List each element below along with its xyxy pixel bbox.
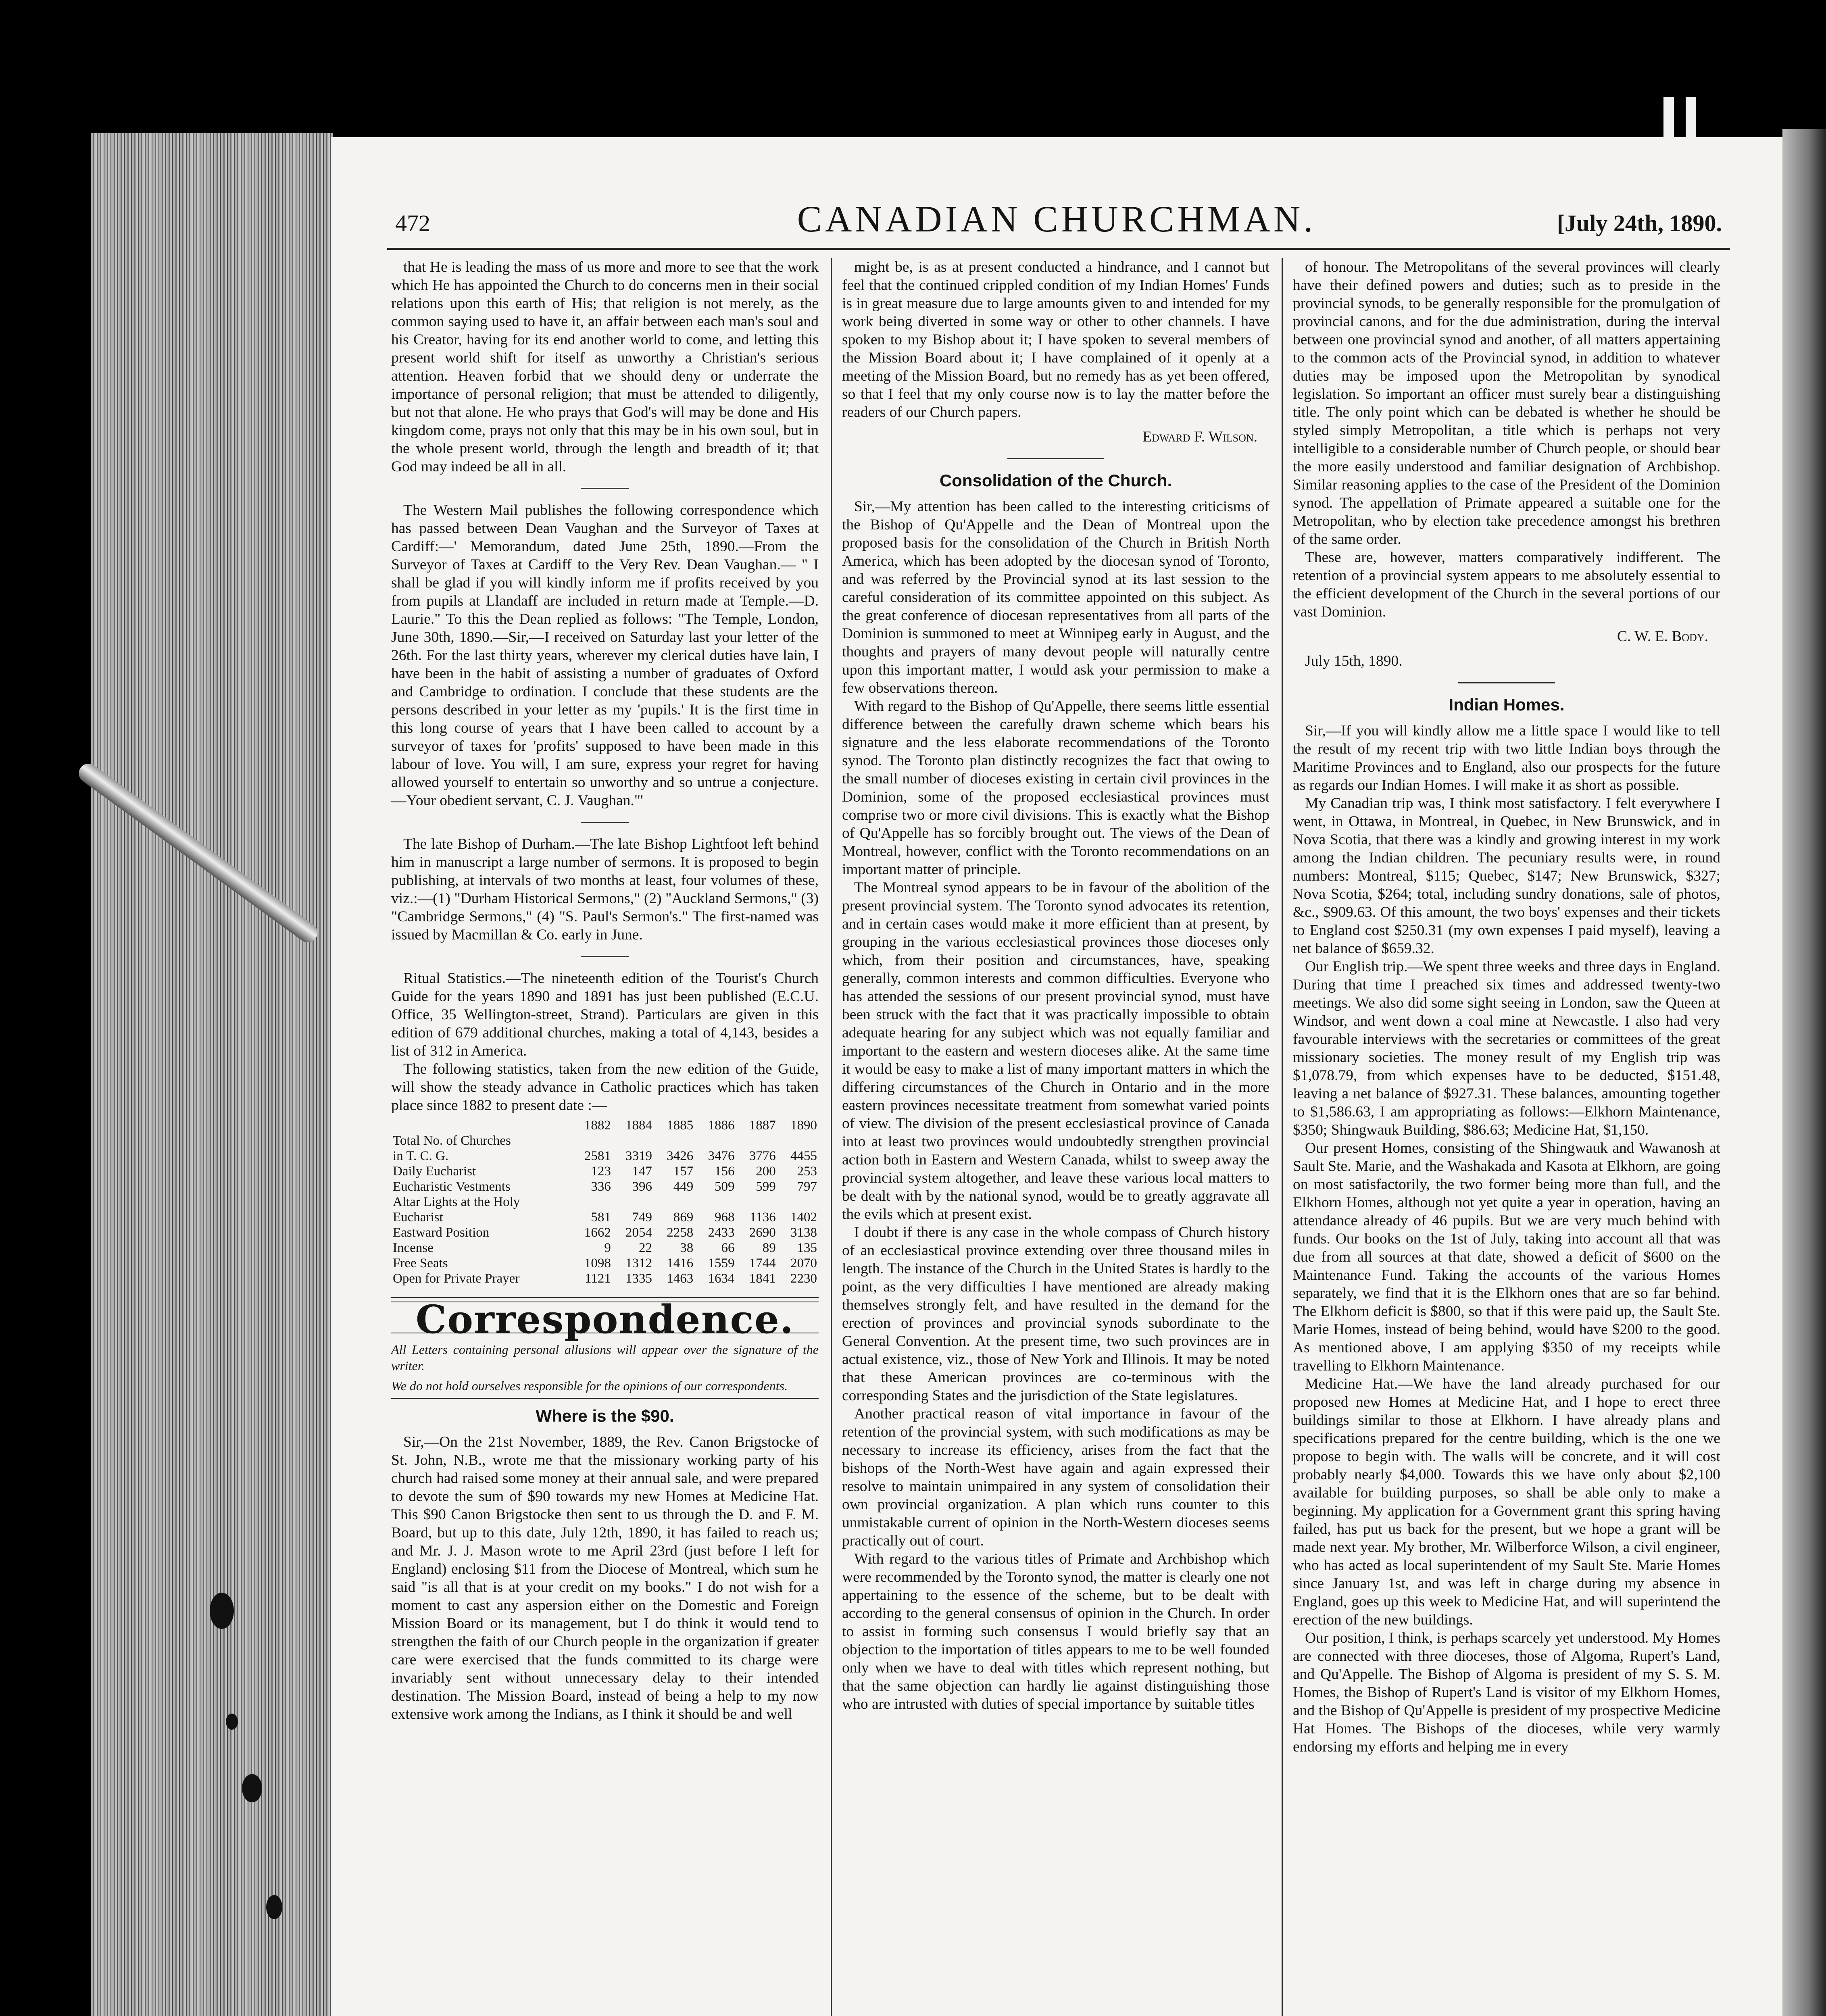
- paragraph: of honour. The Metropolitans of the several provinces will clearly have their defined powers and duties; such as to preside in the provincial synods, to be generally responsible for the promulgation of provincial canons, and for the due administration, during the interval between one provincial synod and another, of all matters appertaining to the common acts of the Provincial synod, in addition to whatever duties may be imposed upon the Metropolitan by synodical legislation. So important an officer must surely bear a distinguishing title. The only point which can be debated is whether he should be styled simply Metropolitan, a title which is perhaps not very intelligible to a considerable number of Church people, or should bear the more easily understood and familiar designation of Archbishop. Similar reasoning applies to the case of the President of the Dominion synod. The appellation of Primate appeared a suitable one for the Metropolitan, who by election take precedence amongst his brethren of the same order.: [1293, 259, 1720, 548]
- table-cell: 9: [604, 1241, 611, 1255]
- table-cell: 2581: [584, 1149, 611, 1163]
- table-cell: [613, 1194, 654, 1210]
- table-row-label: Free Seats: [393, 1256, 448, 1270]
- paragraph: The late Bishop of Durham.—The late Bishop Lightfoot left behind him in manuscript a large number of sermons. It is proposed to begin publishing, at intervals of two months at least, four volumes of these, viz.:—(1) "Durham Historical Sermons," (2) "Auckland Sermons," (3) "Cambridge Sermons," (4) "S. Paul's Sermon's." The first-named was issued by Macmillan & Co. early in June.: [391, 836, 819, 943]
- table-cell: 3319: [625, 1149, 652, 1163]
- ink-stain: [266, 1895, 282, 1919]
- table-cell: [654, 1194, 695, 1210]
- ink-stain: [210, 1593, 234, 1629]
- table-cell: 1335: [625, 1271, 652, 1286]
- year-header: 1884: [625, 1118, 652, 1133]
- column-2: [842, 258, 1269, 2016]
- column-separator: [1282, 258, 1283, 2016]
- paragraph: The Western Mail publishes the following correspondence which has passed between Dean Vaughan and the Surveyor of Taxes at Cardiff:—' Memorandum, dated June 25th, 1890.—From the Surveyor of Taxes at Cardiff to the Very Rev. Dean Vaughan.— " I shall be glad if you will kindly inform me if profits received by you from pupils at Llandaff are included in return made at Temple.—D. Laurie." To this the Dean replied as follows: "The Temple, London, June 30th, 1890.—Sir,—I received on Saturday last your letter of the 26th. For the last thirty years, wherever my clerical duties have lain, I have been in the habit of assisting a number of graduates of Oxford and Cambridge to ordination. I conclude that these students are the persons described in your letter as my 'pupils.' It is the first time in this long course of years that I have been called to account by a surveyor of taxes for 'profits' supposed to have been made in this labour of love. You will, I am sure, express your regret for having allowed yourself to entertain so unworthy and so untrue a conjecture. —Your obedient servant, C. J. Vaughan."': [391, 502, 819, 809]
- table-cell: 3426: [667, 1149, 694, 1163]
- letter-date: July 15th, 1890.: [1305, 653, 1403, 669]
- paragraph: My Canadian trip was, I think most satisfactory. I felt everywhere I went, in Ottawa, in Montreal, in Quebec, in New Brunswick, and in Nova Scotia, that there was a kindly and growing interest in my work among the Indian children. The pecuniary results were, in round numbers: Montreal, $115; Quebec, $147; New Brunswick, $327; Nova Scotia, $264; total, including sundry donations, sale of photos, &c., $909.63. Of this amount, the two boys' expenses and their tickets to England cost $250.31 (my own expenses I paid myself), leaving a net balance of $659.32.: [1293, 795, 1720, 957]
- table-cell: 1634: [708, 1271, 735, 1286]
- header-rule: [387, 248, 1730, 250]
- paragraph: The Montreal synod appears to be in favour of the abolition of the present provincial system. The Toronto synod advocates its retention, and in certain cases would make it more efficient than at present, by grouping in the various ecclesiastical provinces those dioceses only which, from their position and circumstances, have, speaking generally, common interests and common difficulties. Everyone who has attended the sessions of our present provincial synod, must have been struck with the fact that it was practically impossible to obtain adequate hearing for any subject which was not equally familiar and important to the eastern and western dioceses alike. At the same time it would be easy to make a list of many important matters in which the differing circumstances of the Church in Ontario and in the more eastern provinces necessitate treatment from somewhat varied points of view. The division of the present ecclesiastical province of Canada into at least two provinces would undoubtedly strengthen provincial action both in Eastern and Western Canada, whilst to sweep away the provincial system altogether, and leave these various local matters to be dealt with by the national synod, would be to greatly aggravate all the evils which at present exist.: [842, 879, 1269, 1223]
- section-rule: [391, 1398, 819, 1399]
- signature-row: [1293, 652, 1720, 670]
- table-cell: 123: [591, 1164, 611, 1179]
- paragraph: Sir,—On the 21st November, 1889, the Rev. Canon Brigstocke of St. John, N.B., wrote me that the missionary working party of his church had raised some money at their annual sale, and were prepared to devote the sum of $90 towards my new Homes at Medicine Hat. This $90 Canon Brigstocke then sent to us through the D. and F. M. Board, but up to this date, July 12th, 1890, it has failed to reach us; and Mr. J. J. Mason wrote to me April 23rd (just before I left for England) enclosing $11 from the Diocese of Montreal, which sum he said "is all that is at your credit on my books." I do not wish for a moment to cast any aspersion either on the Domestic and Foreign Mission Board or its management, but I do think it would tend to strengthen the faith of our Church people in the organization if greater care were exercised that the funds committed to its charge were invariably sent without unnecessary delay to their intended destination. The Mission Board, instead of being a help to my now extensive work among the Indians, as I think it should be and well: [391, 1434, 819, 1722]
- table-cell: 135: [797, 1241, 817, 1255]
- paragraph: Our present Homes, consisting of the Shingwauk and Wawanosh at Sault Ste. Marie, and the Washakada and Kasota at Elkhorn, are going on most satisfactorily, the two former being more than full, and the Elkhorn Homes, although not yet quite a year in operation, having an attendance already of 46 pupils. But we are very much behind with funds. Our books on the 1st of July, taking into account all that was due from all sources at that date, showed a deficit of $600 on the Maintenance Fund. Taking the accounts of the various Homes separately, we find that it is the Elkhorn ones that are so far behind. The Elkhorn deficit is $800, so that if this were paid up, the Sault Ste. Marie Homes, instead of being behind, would have $200 to the good. As mentioned above, I am applying $350 of my receipts while travelling to Elkhorn Maintenance.: [1293, 1140, 1720, 1374]
- paragraph: that He is leading the mass of us more and more to see that the work which He has appointed the Church to do concerns men in their social relations upon this earth of His; that religion is not merely, as the common saying used to have it, an affair between each man's soul and his Creator, having for its end another world to come, and letting this present world shift for itself as unworthy a Christian's serious attention. Heaven forbid that we should deny or underrate the importance of personal religion; that must be attended to diligently, but not that alone. He who prays that God's will may be done and His kingdom come, prays not only that this may be in his own soul, but in the whole present world, through the length and breadth of it; that God may indeed be all in all.: [391, 259, 819, 475]
- ink-stain: [242, 1774, 262, 1802]
- letter-heading: Where is the $90.: [536, 1406, 674, 1425]
- table-cell: 89: [762, 1241, 776, 1255]
- statistics-table: [391, 1118, 819, 1286]
- table-cell: 449: [673, 1179, 694, 1194]
- ink-stain: [226, 1714, 238, 1730]
- table-cell: [571, 1194, 613, 1210]
- table-cell: [778, 1133, 819, 1148]
- issue-date: [July 24th, 1890.: [1557, 210, 1722, 236]
- table-cell: 599: [756, 1179, 776, 1194]
- table-cell: [695, 1133, 736, 1148]
- table-cell: 869: [673, 1210, 694, 1225]
- editorial-notice: We do not hold ourselves responsible for the opinions of our correspondents.: [391, 1379, 788, 1393]
- paragraph: With regard to the Bishop of Qu'Appelle, there seems little essential difference between the carefully drawn scheme which bears his signature and the less elaborate recommendations of the Toronto synod. The Toronto plan distinctly recognizes the fact that owing to the small number of dioceses existing in certain civil provinces in the Dominion, some of the proposed ecclesiastical provinces must comprise two or more civil divisions. This is exactly what the Bishop of Qu'Appelle has so forcibly brought out. The views of the Dean of Montreal, however, conflict with the Toronto recommendations on an important matter of principle.: [842, 698, 1269, 878]
- table-cell: 581: [591, 1210, 611, 1225]
- table-row: [391, 1225, 819, 1240]
- table-row-label: Daily Eucharist: [393, 1164, 476, 1179]
- year-header: 1886: [708, 1118, 735, 1133]
- paragraph: Another practical reason of vital importance in favour of the retention of the provincial system, with such modifications as may be necessary to increase its efficiency, arises from the fact that the bishops of the North-West have again and again expressed their resolve to maintain unimpaired in any system of consolidation their own provincial organization. A plan which runs counter to this unmistakable current of opinion in the North-Western dioceses seems practically out of court.: [842, 1406, 1269, 1549]
- page-header: [331, 198, 1782, 242]
- table-cell: 1136: [749, 1210, 776, 1225]
- paragraph: The following statistics, taken from the new edition of the Guide, will show the steady advance in Catholic practices which has taken place since 1882 to present date :—: [391, 1061, 819, 1114]
- paragraph: Our position, I think, is perhaps scarcely yet understood. My Homes are connected with three dioceses, those of Algoma, Rupert's Land, and Qu'Appelle. The Bishop of Algoma is president of my S. S. M. Homes, the Bishop of Rupert's Land is visitor of my Elkhorn Homes, and the Bishop of Qu'Appelle is president of my prospective Medicine Hat Homes. The Bishops of the dioceses, while very warmly endorsing my efforts and helping me in every: [1293, 1630, 1720, 1755]
- table-cell: [736, 1194, 777, 1210]
- year-header: 1887: [749, 1118, 776, 1133]
- table-cell: [695, 1194, 736, 1210]
- table-cell: 1744: [749, 1256, 776, 1270]
- table-row: [391, 1179, 819, 1194]
- table-row: [391, 1256, 819, 1271]
- table-cell: 1402: [790, 1210, 817, 1225]
- section-rule: [581, 956, 629, 957]
- table-cell: 1312: [625, 1256, 652, 1270]
- book-page-edges: [91, 133, 333, 2016]
- table-cell: 2258: [667, 1225, 694, 1240]
- paragraph: With regard to the various titles of Primate and Archbishop which were recommended by the Toronto synod, the matter is clearly one not appertaining to the essence of the scheme, but to be dealt with according to the general consensus of opinion in the Church. In order to assist in forming such consensus I would briefly say that an objection to the importation of titles appears to me to be well founded only when we have to deal with titles which represent nothing, but that the same objection can hardly lie against distinguishing those who are intrusted with duties of special importance by suitable titles: [842, 1551, 1269, 1712]
- table-cell: 38: [680, 1241, 694, 1255]
- table-row-label: Incense: [393, 1241, 434, 1255]
- table-cell: [654, 1133, 695, 1148]
- table-cell: 1841: [749, 1271, 776, 1286]
- paragraph: Medicine Hat.—We have the land already purchased for our proposed new Homes at Medicine Hat, and I hope to erect three buildings similar to those at Elkhorn. I have already plans and specifications prepared for the centre building, which is the one we propose to begin with. The walls will be concrete, and it will cost probably nearly $4,000. Towards this we have only about $2,100 available for building purposes, so shall be able only to make a beginning. My application for a Government grant this spring having failed, has put us back for the present, but we hope a grant will be made next year. My brother, Mr. Wilberforce Wilson, a civil engineer, who has acted as local superintendent of my Sault Ste. Marie Homes since January 1st, and was left in charge during my absence in England, goes up this week to Medicine Hat, and will superintend the erection of the new buildings.: [1293, 1376, 1720, 1628]
- table-cell: [613, 1133, 654, 1148]
- page-number: 472: [395, 210, 430, 236]
- table-cell: 66: [721, 1241, 735, 1255]
- paragraph: might be, is as at present conducted a hindrance, and I cannot but feel that the continued crippled condition of my Indian Homes' Funds is in great measure due to large amounts given to and intended for my work being diverted in some way or other to other channels. I have spoken to my Bishop about it; I have spoken to several members of the Mission Board about it; I have complained of it openly at a meeting of the Mission Board, but no remedy has as yet been offered, so that I feel that my only course now is to lay the matter before the readers of our Church papers.: [842, 259, 1269, 421]
- table-row: [391, 1271, 819, 1286]
- column-1: [391, 258, 819, 2016]
- table-cell: 396: [632, 1179, 652, 1194]
- table-row-label: Eucharistic Vestments: [393, 1179, 511, 1194]
- table-row-label: Total No. of Churches: [393, 1133, 511, 1148]
- table-cell: 1662: [584, 1225, 611, 1240]
- letter-heading: Indian Homes.: [1449, 695, 1565, 714]
- table-row: [391, 1194, 819, 1210]
- table-cell: 749: [632, 1210, 652, 1225]
- table-cell: [571, 1133, 613, 1148]
- table-cell: 2230: [790, 1271, 817, 1286]
- table-row-label: Open for Private Prayer: [393, 1271, 520, 1286]
- section-rule: [1007, 458, 1104, 459]
- table-cell: 22: [639, 1241, 652, 1255]
- table-cell: 2433: [708, 1225, 735, 1240]
- table-row: [391, 1210, 819, 1225]
- table-cell: 3476: [708, 1149, 735, 1163]
- table-row: [391, 1148, 819, 1164]
- table-row-label: Eucharist: [393, 1210, 443, 1225]
- running-title: CANADIAN CHURCHMAN.: [797, 198, 1316, 240]
- table-row-label: in T. C. G.: [393, 1149, 449, 1163]
- newspaper-page: [331, 137, 1782, 2016]
- table-cell: 157: [673, 1164, 694, 1179]
- column-3: [1293, 258, 1720, 2016]
- year-header: 1885: [667, 1118, 694, 1133]
- table-cell: 1559: [708, 1256, 735, 1270]
- book-binding-right: [1782, 129, 1826, 2016]
- editorial-notice: All Letters containing personal allusions will appear over the signature of the writer.: [391, 1342, 819, 1373]
- table-row-label: Altar Lights at the Holy: [393, 1195, 520, 1209]
- paragraph: I doubt if there is any case in the whole compass of Church history of an ecclesiastical province extending over three thousand miles in length. The instance of the Church in the United States is hardly to the point, as the very difficulties I have mentioned are already making themselves strongly felt, and have resulted in the demand for the erection of provinces and provincial synods subordinate to the General Convention. At the present time, two such provinces are in actual existence, viz., those of New York and Illinois. It may be noted that these American provinces are co-terminous with the corresponding States and the jurisdiction of the State legislatures.: [842, 1224, 1269, 1404]
- table-row-label: Eastward Position: [393, 1225, 490, 1240]
- table-cell: [736, 1133, 777, 1148]
- year-header: 1882: [584, 1118, 611, 1133]
- table-row: [391, 1133, 819, 1148]
- table-cell: 253: [797, 1164, 817, 1179]
- year-header: 1890: [790, 1118, 817, 1133]
- table-cell: 2054: [625, 1225, 652, 1240]
- table-cell: 336: [591, 1179, 611, 1194]
- column-separator: [831, 258, 832, 2016]
- table-cell: 3138: [790, 1225, 817, 1240]
- table-cell: 1098: [584, 1256, 611, 1270]
- paragraph: Ritual Statistics.—The nineteenth edition of the Tourist's Church Guide for the years 1890 and 1891 has just been published (E.C.U. Office, 35 Wellington-street, Strand). Particulars are given in this edition of 679 additional churches, making a total of 4,143, besides a list of 312 in America.: [391, 970, 819, 1059]
- letter-signature: C. W. E. Body.: [1617, 628, 1708, 645]
- table-cell: 1463: [667, 1271, 694, 1286]
- table-cell: 968: [714, 1210, 735, 1225]
- table-cell: 1416: [667, 1256, 694, 1270]
- table-cell: 156: [714, 1164, 735, 1179]
- table-cell: 2690: [749, 1225, 776, 1240]
- paragraph: These are, however, matters comparatively indifferent. The retention of a provincial system appears to me absolutely essential to the efficient development of the Church in the several portions of our vast Dominion.: [1293, 549, 1720, 620]
- letter-heading: Consolidation of the Church.: [939, 471, 1172, 490]
- table-cell: 3776: [749, 1149, 776, 1163]
- table-cell: [778, 1194, 819, 1210]
- correspondence-heading: Correspondence.: [415, 1297, 794, 1342]
- table-cell: 797: [797, 1179, 817, 1194]
- table-row: [391, 1240, 819, 1256]
- table-cell: 2070: [790, 1256, 817, 1270]
- section-rule: [1458, 682, 1555, 683]
- paragraph: Our English trip.—We spent three weeks and three days in England. During that time I preached six times and addressed twenty-two meetings. We also did some sight seeing in London, saw the Queen at Windsor, and went down a coal mine at Newcastle. I also had very favourable interviews with the secretaries or committees of the great missionary societies. The money result of my English trip was $1,078.79, from which expenses have to be deducted, $151.48, leaving a net balance of $927.31. These balances, amounting together to $1,586.63, I am appropriating as follows:—Elkhorn Maintenance, $350; Shingwauk Building, $86.63; Medicine Hat, $1,150.: [1293, 958, 1720, 1138]
- table-cell: 4455: [790, 1149, 817, 1163]
- table-cell: 1121: [585, 1271, 611, 1286]
- paragraph: Sir,—My attention has been called to the interesting criticisms of the Bishop of Qu'Appelle and the Dean of Montreal upon the proposed basis for the consolidation of the Church in British North America, which has been adopted by the diocesan synod of Toronto, and was referred by the Provincial synod at its last session to the careful consideration of its committee appointed on this subject. As the great conference of diocesan representatives from all parts of the Dominion is summoned to meet at Winnipeg early in August, and the thoughts and prayers of many devout people will naturally centre upon this important matter, I would ask your permission to make a few observations thereon.: [842, 498, 1269, 696]
- letter-signature: Edward F. Wilson.: [1142, 429, 1257, 445]
- table-cell: 200: [756, 1164, 776, 1179]
- paragraph: Sir,—If you will kindly allow me a little space I would like to tell the result of my recent trip with two little Indian boys through the Maritime Provinces and to England, also our prospects for the future as regards our Indian Homes. I will make it as short as possible.: [1293, 723, 1720, 793]
- table-row: [391, 1164, 819, 1179]
- table-cell: 509: [714, 1179, 735, 1194]
- section-rule: [581, 822, 629, 823]
- section-rule: [581, 488, 629, 489]
- table-cell: 147: [632, 1164, 652, 1179]
